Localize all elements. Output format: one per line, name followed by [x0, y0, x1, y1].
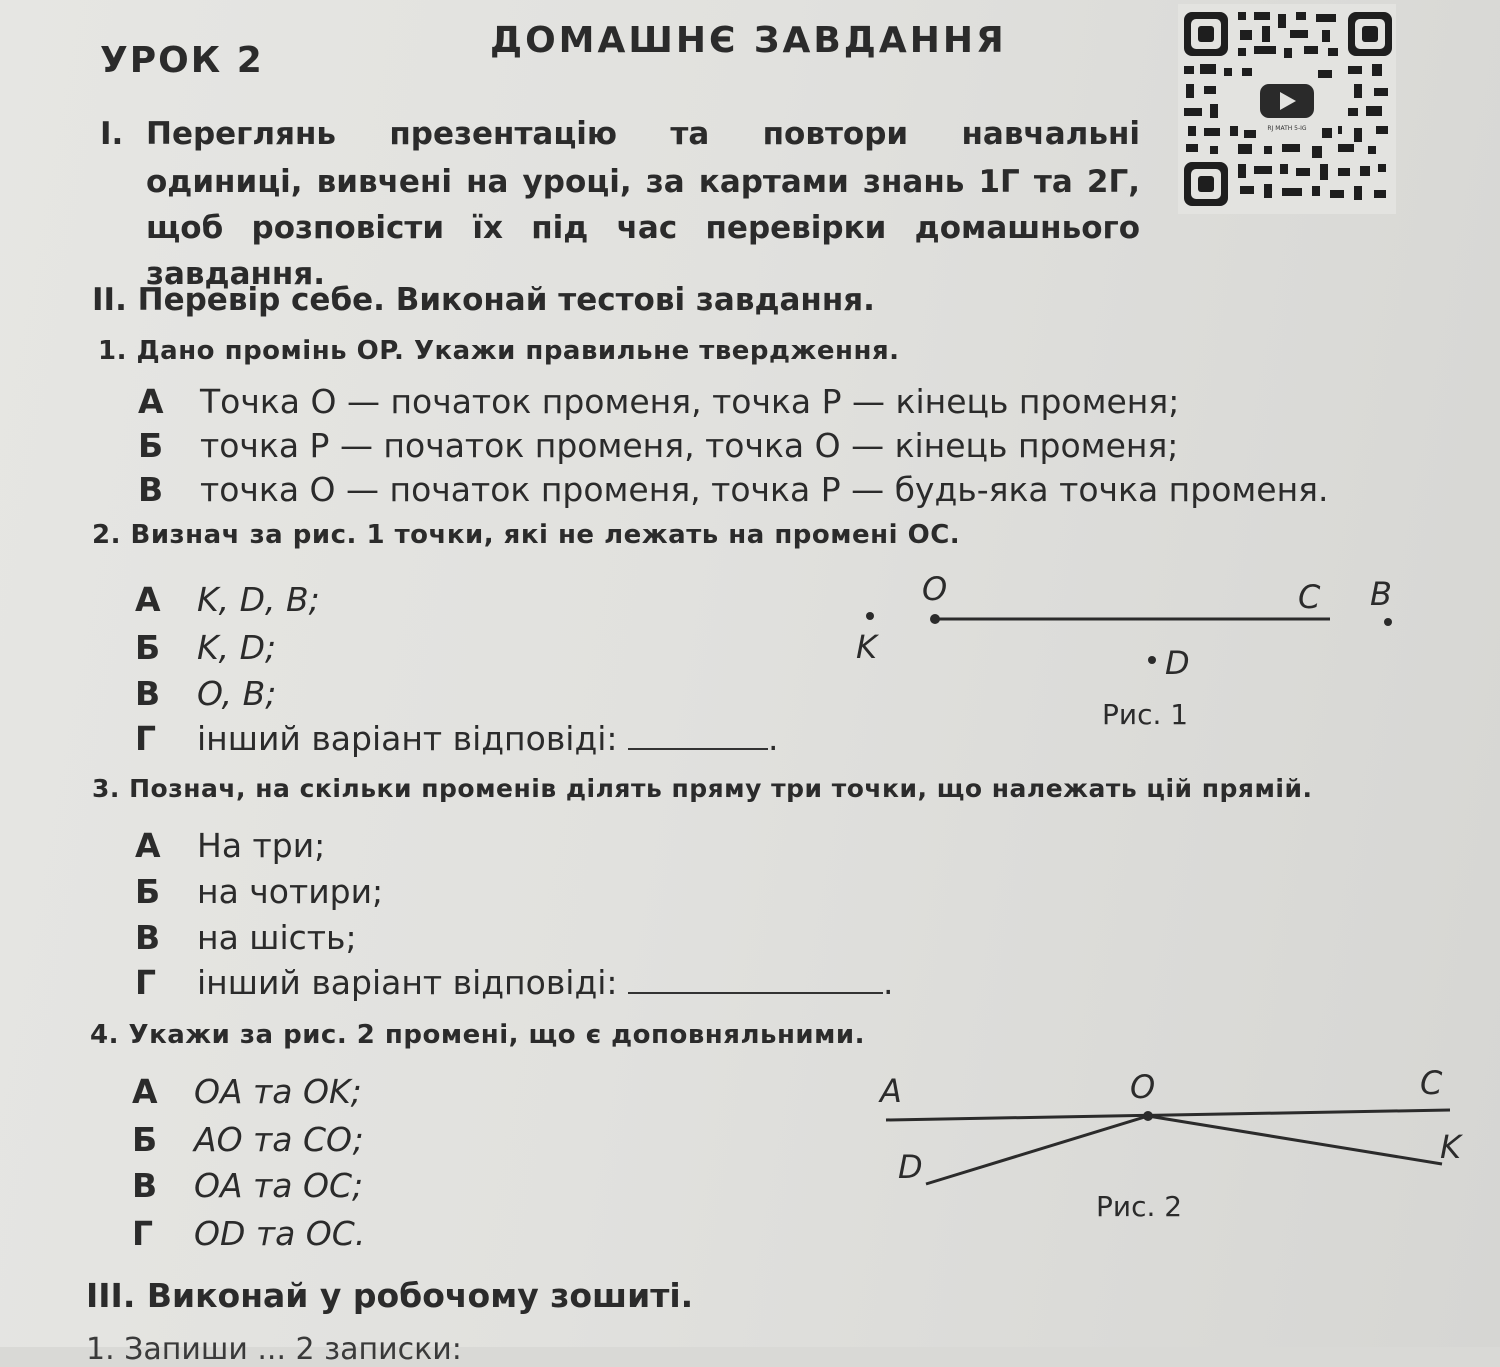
- q4-option-b[interactable]: Б AO та CO;: [132, 1120, 364, 1159]
- q2-option-c[interactable]: В O, B;: [135, 674, 277, 713]
- label-o2: O: [1130, 1068, 1156, 1106]
- section-3-title: III. Виконай у робочому зошиті.: [86, 1276, 694, 1315]
- q1-option-c[interactable]: В точка O — початок променя, точка P — будь-яка точка променя.: [138, 470, 1329, 509]
- lesson-label: УРОК 2: [100, 40, 264, 81]
- q1-text: 1. Дано промінь OP. Укажи правильне твердження.: [98, 336, 900, 366]
- q1-option-a[interactable]: А Точка O — початок променя, точка P — кінець променя;: [138, 382, 1180, 421]
- label-c2: C: [1420, 1064, 1443, 1102]
- q3-option-c[interactable]: В на шість;: [135, 918, 357, 957]
- figure-2-caption: Рис. 2: [1096, 1190, 1183, 1223]
- point-d: [1148, 656, 1156, 664]
- point-b: [1384, 618, 1392, 626]
- figure-2: [860, 1056, 1480, 1236]
- q3-option-b[interactable]: Б на чотири;: [135, 872, 384, 911]
- q3-option-a[interactable]: А На три;: [135, 826, 326, 865]
- label-o: O: [922, 570, 948, 608]
- section-1-line-4: завдання.: [146, 256, 326, 292]
- section-2-title: II. Перевір себе. Виконай тестові завдання.: [92, 282, 875, 318]
- section-1-line-2: одиниці, вивчені на уроці, за картами знань 1Г та 2Г,: [146, 164, 1140, 200]
- page-title: ДОМАШНЄ ЗАВДАННЯ: [490, 20, 1007, 61]
- figure-1: [840, 560, 1420, 740]
- label-c: C: [1298, 578, 1321, 616]
- q2-option-d[interactable]: Г інший варіант відповіді: .: [135, 719, 779, 758]
- label-d: D: [1165, 644, 1190, 682]
- q4-option-d[interactable]: Г OD та OC.: [132, 1214, 366, 1253]
- q2-option-a[interactable]: А K, D, B;: [135, 580, 320, 619]
- section-1-number: I.: [100, 116, 124, 152]
- q3-option-d[interactable]: Г інший варіант відповіді: .: [135, 963, 894, 1002]
- point-k: [866, 612, 874, 620]
- qr-code[interactable]: [1178, 4, 1396, 214]
- point-o: [930, 614, 940, 624]
- point-o2: [1143, 1111, 1153, 1121]
- qr-caption: RJ MATH 5-IG: [1267, 125, 1307, 132]
- q4-text: 4. Укажи за рис. 2 промені, що є доповняльними.: [90, 1020, 865, 1050]
- label-d2: D: [898, 1148, 923, 1186]
- section-1-line-1: Переглянь презентацію та повтори навчальні: [146, 116, 1140, 152]
- section-1-line-3: щоб розповісти їх під час перевірки домашнього: [146, 210, 1140, 246]
- ray-od: [926, 1116, 1148, 1184]
- label-k: K: [856, 628, 877, 666]
- q2-text: 2. Визнач за рис. 1 точки, які не лежать на промені OC.: [92, 520, 961, 550]
- q4-option-c[interactable]: В OA та OC;: [132, 1166, 364, 1205]
- q2-option-b[interactable]: Б K, D;: [135, 628, 277, 667]
- footer-partial-line: 1. Запиши ... 2 записки:: [86, 1332, 462, 1367]
- q3-answer-blank[interactable]: [628, 962, 883, 994]
- q1-option-b[interactable]: Б точка P — початок променя, точка O — кінець променя;: [138, 426, 1179, 465]
- figure-1-caption: Рис. 1: [1102, 698, 1189, 731]
- ray-ok: [1148, 1116, 1442, 1164]
- q2-answer-blank[interactable]: [628, 718, 768, 750]
- q3-text: 3. Познач, на скільки променів ділять пряму три точки, що належать цій прямій.: [92, 774, 1313, 803]
- label-k2: K: [1440, 1128, 1461, 1166]
- label-b: B: [1370, 575, 1392, 613]
- label-a: A: [880, 1072, 902, 1110]
- q4-option-a[interactable]: А OA та OK;: [132, 1072, 362, 1111]
